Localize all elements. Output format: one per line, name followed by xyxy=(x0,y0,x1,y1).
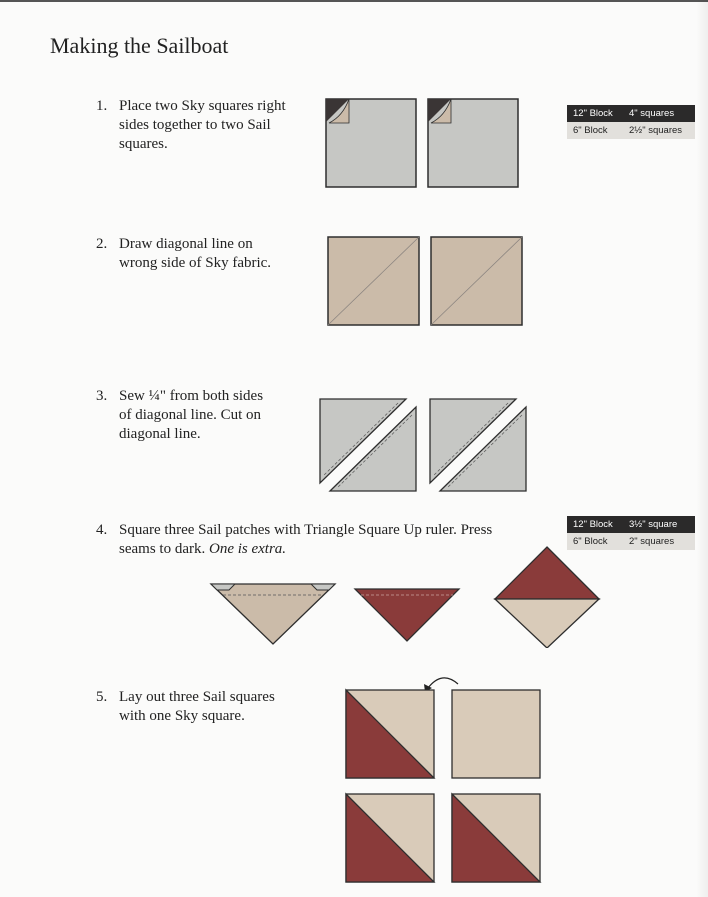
step-line: diagonal line. xyxy=(119,426,201,442)
step-line: Lay out three Sail squares xyxy=(119,689,275,705)
marked-square-left xyxy=(328,237,419,325)
step-line: Sew ¼" from both sides xyxy=(119,388,264,404)
step-1 xyxy=(96,97,336,157)
step-line: squares. xyxy=(119,136,168,152)
sewn-square-right xyxy=(430,399,526,491)
sail-square-top-left xyxy=(346,690,434,778)
page-binding-shadow xyxy=(696,0,708,897)
pressed-sail-square xyxy=(495,547,599,648)
step-line: Square three Sail patches with Triangle Square Up ruler. Press xyxy=(119,522,493,538)
step-text xyxy=(119,387,263,444)
size-chart-row xyxy=(567,122,695,139)
step-3-diagram xyxy=(318,397,528,497)
sky-sail-square-left xyxy=(326,99,416,187)
step-1-diagram xyxy=(325,98,525,190)
page-top-edge xyxy=(0,0,708,2)
step-4-diagram xyxy=(205,546,605,648)
sky-square-top-right xyxy=(452,690,540,778)
step-text xyxy=(119,97,286,154)
step-line: of diagonal line. Cut on xyxy=(119,407,262,423)
patch-size-label: 3½" square xyxy=(629,519,678,530)
block-size-label: 6" Block xyxy=(573,125,608,136)
patch-size-label: 2" squares xyxy=(629,536,675,547)
size-chart-row xyxy=(567,516,695,533)
step-2-diagram xyxy=(327,236,527,328)
step-line: sides together to two Sail xyxy=(119,117,271,133)
sail-square-bottom-right xyxy=(452,794,540,882)
marked-square-right xyxy=(431,237,522,325)
rotate-arrow xyxy=(428,678,458,688)
step-5-diagram xyxy=(340,668,550,888)
step-text xyxy=(119,235,271,273)
page-title: Making the Sailboat xyxy=(50,33,229,58)
patch-size-label: 4" squares xyxy=(629,108,675,119)
step-text xyxy=(119,688,275,726)
dark-sail-triangle xyxy=(355,589,459,641)
step-line: Place two Sky squares right xyxy=(119,98,286,114)
step-5 xyxy=(96,688,336,728)
step-line-italic: One is extra. xyxy=(208,541,287,557)
step-line: Draw diagonal line on xyxy=(119,236,253,252)
step-3 xyxy=(96,387,336,447)
step-number: 2. xyxy=(96,236,108,252)
block-size-label: 12" Block xyxy=(573,108,613,119)
sail-square-bottom-left xyxy=(346,794,434,882)
patch-size-label: 2½" squares xyxy=(629,125,683,136)
step-2 xyxy=(96,235,336,275)
step-line-plain: seams to dark. xyxy=(119,541,209,557)
size-chart-1 xyxy=(567,105,695,139)
step-number: 4. xyxy=(96,522,108,538)
step-line: wrong side of Sky fabric. xyxy=(119,255,272,271)
size-chart-row xyxy=(567,105,695,122)
step-number: 1. xyxy=(96,98,108,114)
step-number: 5. xyxy=(96,689,108,705)
size-chart-2 xyxy=(567,516,695,550)
step-number: 3. xyxy=(96,388,108,404)
step-line: with one Sky square. xyxy=(119,708,245,724)
sky-sail-square-right xyxy=(428,99,518,187)
light-half xyxy=(495,599,599,648)
block-size-label: 12" Block xyxy=(573,519,613,530)
dark-half xyxy=(495,547,599,599)
sail-triangle-with-ears xyxy=(211,584,335,644)
block-size-label: 6" Block xyxy=(573,536,608,547)
sewn-square-left xyxy=(320,399,416,491)
